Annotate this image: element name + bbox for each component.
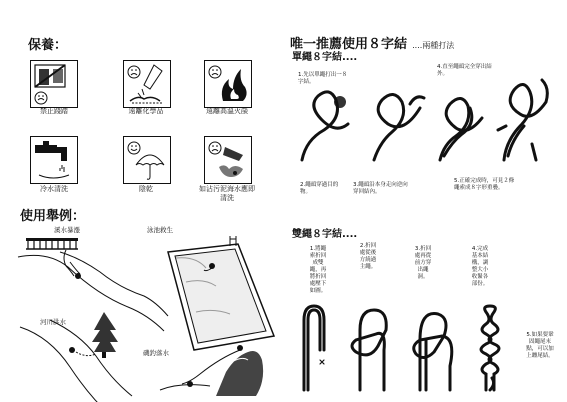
knot-title: 唯一推薦使用８字結 [290,37,408,52]
single-step-5: 5.正確完成時，可見２條繩索成８字形重疊。 [454,178,515,191]
example-label-river: 河川洪水 [40,318,66,326]
no-trample-icon [31,61,77,107]
double-step-2: 2.折回處從後方繞過主繩。 [359,243,377,270]
maintenance-label-4: 冷水清洗 [40,185,68,193]
example-label-pool: 泳池救生 [147,226,173,234]
single-step-3: 3.繩頭沿本身走向逆向穿回結內。 [353,182,408,195]
maintenance-tile-6 [204,136,252,184]
single-step-2: 2.繩頭穿過目的物。 [300,182,339,195]
double-step-3: 3.折回處再從前方穿出繩洞。 [414,246,432,280]
double-knot-title: 雙繩８字結.... [292,229,358,240]
maintenance-label-2: 遠離化學品 [128,107,164,115]
maintenance-tile-2 [123,60,171,108]
fire-icon [205,61,251,107]
usage-illustrations [0,222,270,402]
example-label-fishing: 磯釣落水 [143,349,169,357]
single-step-4: 4.直至繩頭完全穿出結外。 [437,64,492,77]
example-label-stream: 溪水暴漲 [54,226,80,234]
maintenance-label-5: 陰乾 [139,185,153,193]
knot-title-note: ....兩種打法 [412,41,455,50]
pool-drawing [168,236,274,350]
faucet-icon [31,137,77,183]
single-knot-title: 單繩８字結.... [292,52,358,63]
single-step-1: 1.先以單繩打出一８字結。 [298,72,348,85]
maintenance-tile-4 [30,136,78,184]
maintenance-label-3: 遠離高溫火燄 [206,107,248,115]
maintenance-tile-1 [30,60,78,108]
double-step-1: 1.將繩索折回成雙繩，再將折回處壓下如圖。 [309,246,327,294]
dirty-icon [205,137,251,183]
tree-drawing [92,312,118,358]
maintenance-label-6: 如沾污泥海水應即清洗 [199,185,255,202]
maintenance-title: 保養： [28,38,68,53]
maintenance-tile-3 [204,60,252,108]
single-knot-diagrams [290,60,560,180]
maintenance-label-1: 禁止踐踏 [40,107,68,115]
double-step-4: 4.完成基本結構，調整大小收緊各部份。 [471,246,489,287]
chemical-icon [124,61,170,107]
bridge-drawing [26,238,78,249]
umbrella-icon [124,137,170,183]
examples-title: 使用舉例： [20,209,86,224]
maintenance-tile-5 [123,136,171,184]
double-step-5: 5.如果要鞏固繩尾末點，可以加上纏尾結。 [526,332,554,359]
double-knot-diagrams [290,290,560,400]
